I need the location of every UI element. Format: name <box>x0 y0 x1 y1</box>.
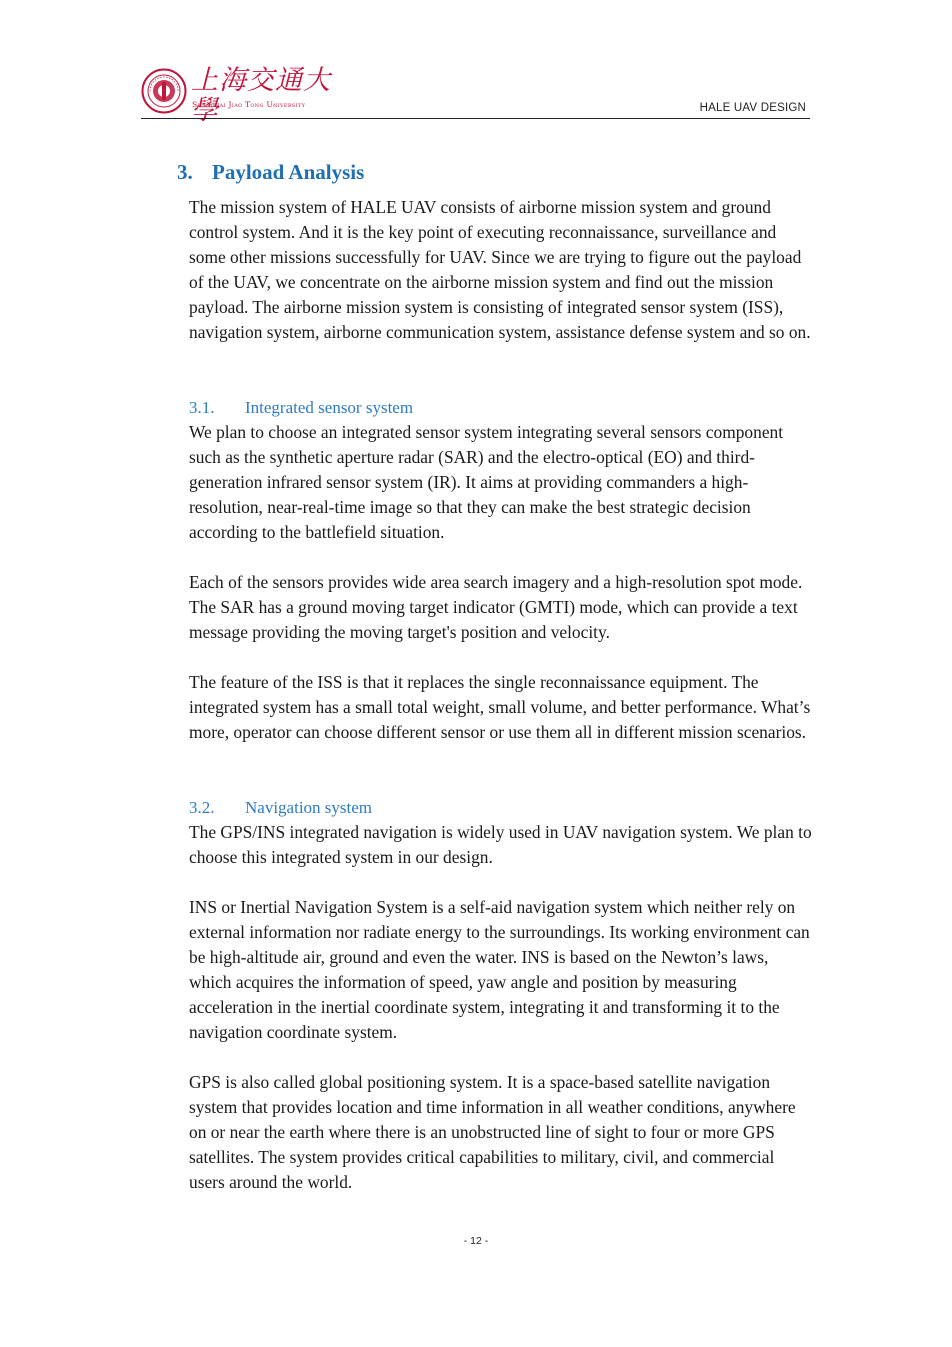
subsection-title: Integrated sensor system <box>245 398 414 417</box>
page-number: - 12 - <box>463 1235 489 1247</box>
subsection-heading-iss <box>189 395 413 420</box>
subsection-heading-navigation <box>189 795 372 820</box>
subsection-title: Navigation system <box>245 798 373 817</box>
navigation-paragraph-2: INS or Inertial Navigation System is a self-aid navigation system which neither rely on external information nor radiate energy to the surroundings. Its working environment can be high-altitude air, ground and even the water. INS is based on the Newton’s laws, which acquires the information of speed, yaw angle and position by measuring acceleration in the inertial coordinate system, integrating it and transforming it to the navigation coordinate system. <box>189 897 810 1042</box>
navigation-paragraph-1: The GPS/INS integrated navigation is widely used in UAV navigation system. We plan to choose this integrated system in our design. <box>189 822 812 867</box>
section-title: Payload Analysis <box>212 160 365 184</box>
logo-english-name: Shanghai Jiao Tong University <box>192 100 306 109</box>
logo-chinese-name: 上海交通大學 <box>191 65 331 126</box>
subsection-number: 3.1. <box>189 398 215 417</box>
header-divider <box>141 118 810 119</box>
page-header <box>141 65 810 126</box>
subsection-number: 3.2. <box>189 798 215 817</box>
iss-paragraph-3: The feature of the ISS is that it replaces the single reconnaissance equipment. The integrated system has a small total weight, small volume, and better performance. What’s more, operator can choose different sensor or use them all in different mission scenarios. <box>189 672 811 742</box>
iss-paragraph-1: We plan to choose an integrated sensor system integrating several sensors component such as the synthetic aperture radar (SAR) and the electro-optical (EO) and third-generation infrared sensor system (IR). It aims at providing commanders a high-resolution, near-real-time image so that they can make the best strategic decision according to the battlefield situation. <box>189 422 784 542</box>
navigation-paragraph-3: GPS is also called global positioning system. It is a space-based satellite navigation system that provides location and time information in all weather conditions, anywhere on or near the earth where there is an unobstructed line of sight to four or more GPS satellites. The system provides critical capabilities to military, civil, and commercial users around the world. <box>189 1072 796 1192</box>
university-seal-icon <box>141 68 187 114</box>
document-title: HALE UAV DESIGN <box>699 102 806 114</box>
iss-paragraph-2: Each of the sensors provides wide area search imagery and a high-resolution spot mode. The SAR has a ground moving target indicator (GMTI) mode, which can provide a text message providing the moving target's position and velocity. <box>189 572 803 642</box>
section-intro-paragraph: The mission system of HALE UAV consists of airborne mission system and ground control system. And it is the key point of executing reconnaissance, surveillance and some other missions successfully for UAV. Since we are trying to figure out the payload of the UAV, we concentrate on the airborne mission system and find out the mission payload. The airborne mission system is consisting of integrated sensor system (ISS), navigation system, airborne communication system, assistance defense system and so on. <box>189 197 811 342</box>
university-logo <box>141 65 341 126</box>
section-number: 3. <box>177 160 193 184</box>
section-heading <box>177 158 364 186</box>
